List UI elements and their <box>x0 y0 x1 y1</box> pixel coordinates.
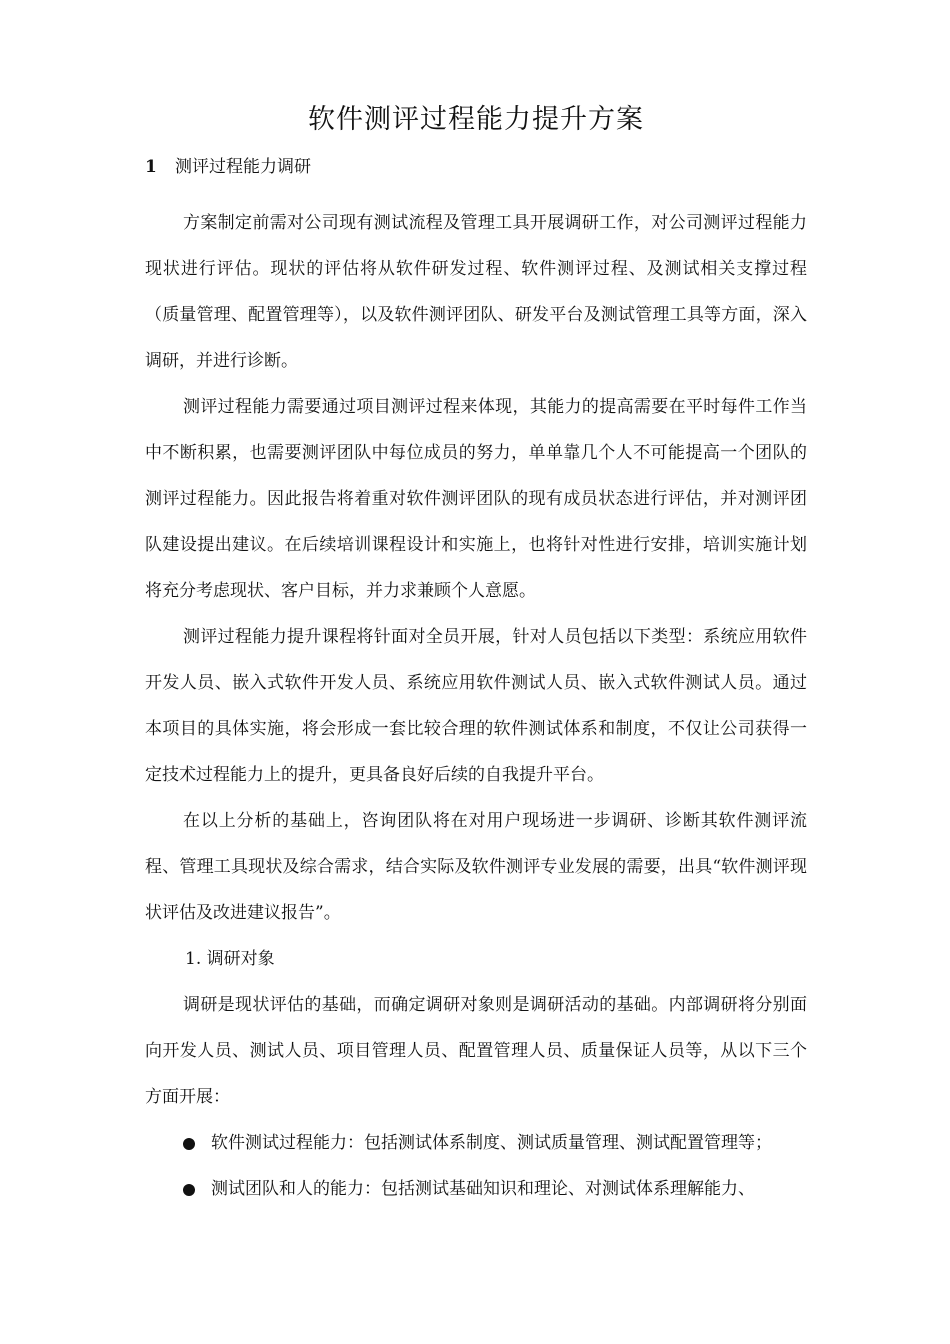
section-heading <box>145 154 807 180</box>
section-title: 测评过程能力调研 <box>175 157 311 177</box>
bullet-icon <box>183 1138 195 1150</box>
list-item <box>145 1120 807 1166</box>
paragraph-3: 测评过程能力提升课程将针面对全员开展，针对人员包括以下类型：系统应用软件开发人员、嵌入式软件开发人员、系统应用软件测试人员、嵌入式软件测试人员。通过本项目的具体实施，将会形成一套比较合理的软件测试体系和制度，不仅让公司获得一定技术过程能力上的提升，更具备良好后续的自我提升平台。 <box>145 627 807 785</box>
paragraph-1: 方案制定前需对公司现有测试流程及管理工具开展调研工作，对公司测评过程能力现状进行评估。现状的评估将从软件研发过程、软件测评过程、及测试相关支撑过程（质量管理、配置管理等），以及软件测评团队、研发平台及测试管理工具等方面，深入调研，并进行诊断。 <box>145 213 807 371</box>
list-item-text: 软件测试过程能力：包括测试体系制度、测试质量管理、测试配置管理等； <box>211 1133 772 1153</box>
list-item-text: 测试团队和人的能力：包括测试基础知识和理论、对测试体系理解能力、 <box>211 1179 755 1199</box>
list-item <box>145 1166 807 1212</box>
section-number: 1 <box>145 157 157 177</box>
bullet-icon <box>183 1184 195 1196</box>
document-title: 软件测评过程能力提升方案 <box>308 104 644 135</box>
paragraph-4: 在以上分析的基础上，咨询团队将在对用户现场进一步调研、诊断其软件测评流程、管理工具现状及综合需求，结合实际及软件测评专业发展的需要，出具“软件测评现状评估及改进建议报告”。 <box>145 811 807 923</box>
subsection-heading: 1. 调研对象 <box>185 949 275 969</box>
bullet-list <box>145 1120 807 1212</box>
document-content <box>145 100 807 1212</box>
paragraph-5: 调研是现状评估的基础，而确定调研对象则是调研活动的基础。内部调研将分别面向开发人员、测试人员、项目管理人员、配置管理人员、质量保证人员等，从以下三个方面开展： <box>145 995 807 1107</box>
paragraph-2: 测评过程能力需要通过项目测评过程来体现，其能力的提高需要在平时每件工作当中不断积累，也需要测评团队中每位成员的努力，单单靠几个人不可能提高一个团队的测评过程能力。因此报告将着重对软件测评团队的现有成员状态进行评估，并对测评团队建设提出建议。在后续培训课程设计和实施上，也将针对性进行安排，培训实施计划将充分考虑现状、客户目标，并力求兼顾个人意愿。 <box>145 397 807 601</box>
